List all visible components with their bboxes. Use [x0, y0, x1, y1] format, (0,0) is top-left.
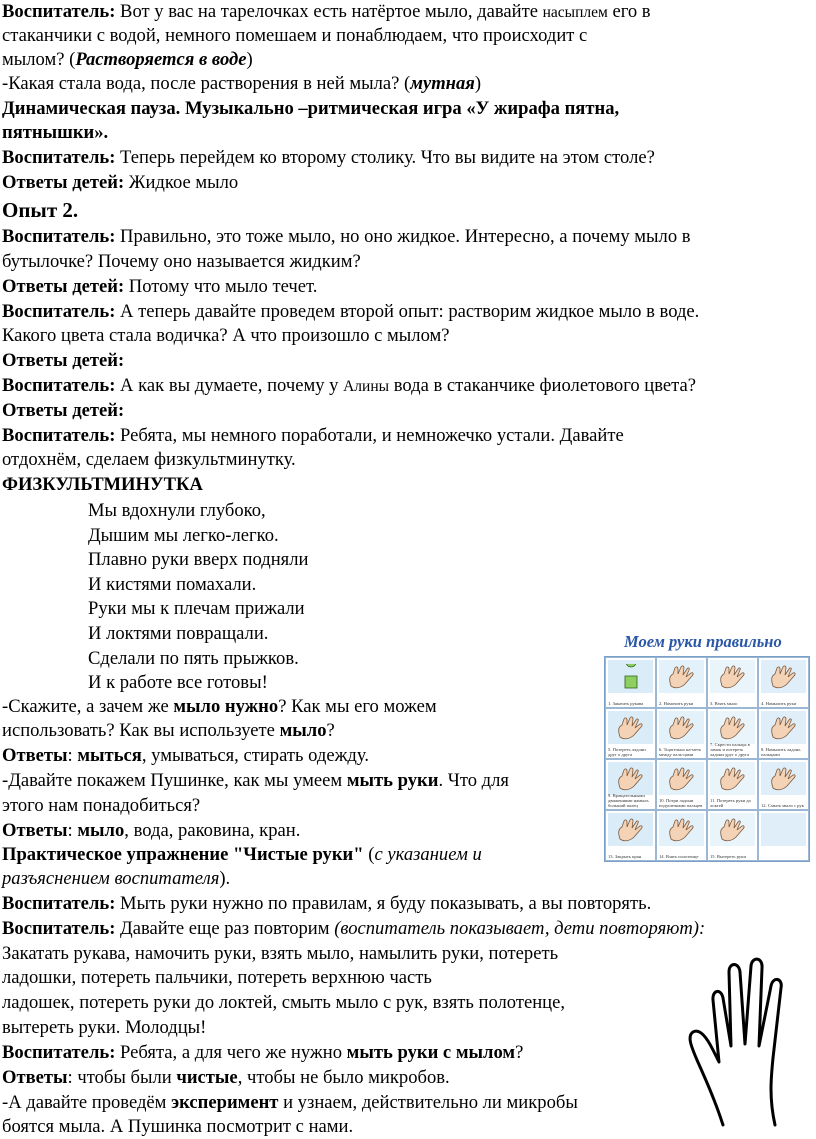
text-run: ладошек, потереть руки до локтей, смыть мыло с рук, взять полотенце, — [2, 992, 566, 1013]
text-line — [2, 448, 296, 472]
text-line — [2, 1115, 353, 1139]
text-run: чистые — [176, 1067, 238, 1088]
poster-step-caption: 4. Намылить руки — [761, 701, 797, 706]
poster-step — [656, 759, 707, 810]
text-run: , вода, раковина, кран. — [124, 820, 301, 841]
hand-icon — [614, 817, 648, 843]
hand-step-illustration — [710, 813, 755, 846]
text-run: Правильно, это тоже мыло, но оно жидкое. Интересно, а почему мыло в — [115, 226, 691, 247]
text-line — [2, 991, 565, 1015]
text-run: Вот у вас на тарелочках есть натёртое мыло, давайте — [115, 1, 543, 22]
text-line — [2, 769, 509, 793]
text-run: и узнаем, действительно ли микробы — [278, 1092, 578, 1113]
text-line — [2, 250, 361, 274]
poster-step — [656, 657, 707, 708]
hand-icon — [665, 817, 699, 843]
poster-step — [605, 657, 656, 708]
text-run: бутылочке? Почему оно называется жидким? — [2, 251, 361, 272]
poster-step — [707, 708, 758, 759]
text-run: , чтобы не было микробов. — [237, 1067, 450, 1088]
poem-line: Сделали по пять прыжков. — [88, 647, 299, 669]
text-line — [2, 399, 124, 423]
hand-step-illustration — [761, 762, 806, 795]
text-run: мыть руки — [346, 770, 439, 791]
text-line — [2, 695, 437, 719]
text-line — [2, 843, 482, 867]
hand-step-illustration — [608, 762, 653, 795]
text-run: отдохнём, сделаем физкультминутку. — [2, 449, 296, 470]
hand-step-illustration — [710, 660, 755, 693]
text-run: Алины — [343, 378, 390, 395]
text-line — [2, 324, 450, 348]
text-run: Воспитатель: — [2, 301, 116, 322]
text-line — [2, 300, 699, 324]
text-run: А теперь давайте проведем второй опыт: растворим жидкое мыло в воде. — [115, 301, 700, 322]
text-run: использовать? Как вы используете — [2, 720, 280, 741]
text-run: Ответы детей: — [2, 350, 125, 371]
text-run: разъяснением воспитателя — [2, 868, 220, 889]
text-run: ладошки, потереть пальчики, потереть верхнюю часть — [2, 967, 432, 988]
text-run: вода в стаканчике фиолетового цвета? — [389, 375, 697, 396]
text-run: Потому что мыло течет. — [124, 276, 318, 297]
text-run: ? — [515, 1042, 524, 1063]
poster-step — [758, 657, 809, 708]
text-run: вытереть руки. Молодцы! — [2, 1017, 207, 1038]
text-run: эксперимент — [171, 1092, 279, 1113]
handwashing-poster — [604, 632, 814, 860]
poster-step — [707, 810, 758, 861]
text-line — [2, 424, 624, 448]
text-line — [2, 966, 432, 990]
text-run: боятся мыла. А Пушинка посмотрит с нами. — [2, 1116, 354, 1137]
hand-step-illustration — [710, 711, 755, 744]
text-run: Теперь перейдем ко второму столику. Что вы видите на этом столе? — [115, 147, 655, 168]
text-run: с указанием и — [374, 844, 482, 865]
poem-line: Руки мы к плечам прижали — [88, 598, 305, 620]
poster-step-caption: 5. Потереть ладони друг о друга — [608, 747, 646, 757]
poster-step — [605, 810, 656, 861]
text-run: Воспитатель: — [2, 375, 116, 396]
text-run: Ответы детей: — [2, 400, 125, 421]
child-icon — [614, 664, 648, 690]
hand-step-illustration — [761, 813, 806, 846]
hand-step-illustration — [659, 762, 704, 795]
poster-step-caption: 6. Тщательно на-меть между паль-цами — [659, 747, 702, 757]
text-run: Мыть руки нужно по правилам, я буду показывать, а вы повторять. — [115, 893, 652, 914]
text-run: Ребята, а для чего же нужно — [115, 1042, 347, 1063]
text-line — [2, 1091, 578, 1115]
text-run: Практическое упражнение "Чистые руки" — [2, 844, 364, 865]
text-run: ФИЗКУЛЬТМИНУТКА — [2, 474, 203, 495]
text-run: мыло нужно — [173, 696, 279, 717]
text-run: Растворяется в воде — [75, 49, 247, 70]
text-run: ? Как мы его можем — [278, 696, 437, 717]
text-run: мыться — [77, 745, 142, 766]
text-line — [2, 473, 203, 497]
hand-icon — [716, 715, 750, 741]
text-line — [2, 198, 78, 224]
text-run: ). — [219, 868, 231, 889]
hand-icon — [767, 766, 801, 792]
text-run: . Что для — [438, 770, 509, 791]
hand-step-illustration — [659, 813, 704, 846]
text-run: (воспитатель показывает, дети повторяют): — [334, 918, 706, 939]
text-run: ( — [363, 844, 375, 865]
text-run: мыть руки с мылом — [346, 1042, 516, 1063]
text-run: Закатать рукава, намочить руки, взять мыло, намылить руки, потереть — [2, 943, 559, 964]
poster-step — [707, 759, 758, 810]
poster-step-caption: 3. Взять мыло — [710, 701, 738, 706]
text-line — [2, 942, 558, 966]
poster-title: Моем руки правильно — [624, 632, 782, 651]
hand-step-illustration — [608, 813, 653, 846]
text-run: ? — [326, 720, 335, 741]
poster-step-caption: 10. Потри ладони подушечками пальцев — [659, 798, 703, 808]
hand-icon — [614, 766, 648, 792]
poster-step — [605, 759, 656, 810]
hand-step-illustration — [710, 762, 755, 795]
text-run: Какого цвета стала водичка? А что произошло с мылом? — [2, 325, 450, 346]
text-run: : — [67, 820, 78, 841]
text-run: Ответы — [2, 745, 68, 766]
text-line — [2, 146, 655, 170]
text-line — [2, 892, 651, 916]
poster-step — [656, 708, 707, 759]
poem-line: И к работе все готовы! — [88, 672, 268, 694]
text-run: пятнышки». — [2, 122, 109, 143]
text-run: Ответы — [2, 820, 68, 841]
text-line — [2, 225, 691, 249]
text-run: стаканчики с водой, немного помешаем и понаблюдаем, что происходит с — [2, 25, 588, 46]
poem-line: И кистями помахали. — [88, 573, 257, 595]
text-line — [2, 719, 335, 743]
hand-step-illustration — [659, 711, 704, 744]
poster-step-caption: 9. Вращательными движениями намыль больший палец — [608, 793, 649, 808]
poem-line: Плавно руки вверх подняли — [88, 549, 309, 571]
text-run: -Какая стала вода, после растворения в ней мыла? ( — [2, 73, 411, 94]
child-illustration — [608, 660, 653, 693]
text-line — [2, 1066, 450, 1090]
text-line — [2, 374, 696, 399]
poster-step-caption: 11. Потереть руки до локтей — [710, 798, 751, 808]
hand-outline-icon — [683, 950, 813, 1130]
text-run: Ответы детей: — [2, 172, 125, 193]
text-run: Воспитатель: — [2, 147, 116, 168]
poem-line: Дышим мы легко-легко. — [88, 524, 279, 546]
hand-icon — [665, 766, 699, 792]
text-run: Жидкое мыло — [124, 172, 239, 193]
poster-step — [707, 657, 758, 708]
poster-step-caption: 8. Намылить ладонь пальцами — [761, 747, 801, 757]
hand-icon — [767, 664, 801, 690]
text-run: , умываться, стирать одежду. — [141, 745, 369, 766]
text-run: мыло — [77, 820, 125, 841]
poster-grid — [604, 656, 810, 862]
text-run: Ответы — [2, 1067, 68, 1088]
text-line — [2, 867, 230, 891]
text-run: Давайте еще раз повторим — [115, 918, 335, 939]
poem-line: Мы вдохнули глубоко, — [88, 500, 266, 521]
text-run: : чтобы были — [67, 1067, 177, 1088]
text-run: Воспитатель: — [2, 226, 116, 247]
text-line — [2, 1041, 523, 1065]
hand-step-illustration — [761, 660, 806, 693]
hand-step-illustration — [659, 660, 704, 693]
text-line — [2, 72, 481, 96]
text-line — [2, 171, 238, 195]
text-run: -Давайте покажем Пушинке, как мы умеем — [2, 770, 347, 791]
poster-step — [758, 708, 809, 759]
hand-step-illustration — [761, 711, 806, 744]
text-run: Ответы детей: — [2, 276, 125, 297]
text-line — [2, 97, 619, 121]
text-run: этого нам понадобиться? — [2, 795, 201, 816]
poster-step — [758, 759, 809, 810]
text-run: насыплем — [542, 4, 608, 21]
text-run: мылом? ( — [2, 49, 76, 70]
text-run: его в — [607, 1, 651, 22]
text-run: Воспитатель: — [2, 425, 116, 446]
text-run: Динамическая пауза. Музыкально –ритмическая игра «У жирафа пятна, — [2, 98, 620, 119]
text-run: Воспитатель: — [2, 893, 116, 914]
text-run: -А давайте проведём — [2, 1092, 172, 1113]
text-run: мутная — [410, 73, 475, 94]
poster-step — [605, 708, 656, 759]
hand-icon — [665, 715, 699, 741]
hand-icon — [665, 664, 699, 690]
text-run: -Скажите, а зачем же — [2, 696, 174, 717]
hand-icon — [716, 664, 750, 690]
text-run: А как вы думаете, почему у — [115, 375, 344, 396]
poster-step-caption: 1. Закатать рукава — [608, 701, 644, 706]
text-line — [2, 275, 317, 299]
text-line — [2, 744, 369, 768]
text-run: Воспитатель: — [2, 1042, 116, 1063]
hand-icon — [716, 766, 750, 792]
text-line — [2, 794, 200, 818]
poster-step — [656, 810, 707, 861]
text-run: ) — [474, 73, 482, 94]
hand-icon — [716, 817, 750, 843]
text-line — [2, 121, 108, 145]
text-line — [2, 1016, 206, 1040]
poster-step-caption: 12. Смыть мыло с рук — [761, 803, 804, 808]
poem-line: И локтями повращали. — [88, 623, 269, 644]
text-run: мыло — [279, 720, 327, 741]
text-run: Воспитатель: — [2, 918, 116, 939]
text-line — [2, 819, 300, 843]
hand-icon — [767, 715, 801, 741]
poster-step — [758, 810, 809, 861]
text-run: Воспитатель: — [2, 1, 116, 22]
text-run: ) — [246, 49, 253, 70]
text-run: Опыт 2. — [2, 198, 79, 222]
poster-step-caption: 7. Скрести пальцы в замок и потереть ладони друг о друга — [710, 742, 750, 757]
text-line — [2, 917, 705, 941]
text-line — [2, 349, 124, 373]
poster-step-caption: 2. Намочить руки — [659, 701, 694, 706]
poster-step-caption: 13. Закрыть кран — [608, 854, 642, 859]
text-run: Ребята, мы немного поработали, и немножечко устали. Давайте — [115, 425, 624, 446]
poster-step-caption: 14. Взять полотенце — [659, 854, 699, 859]
text-line — [2, 48, 253, 72]
hand-icon — [614, 715, 648, 741]
hand-step-illustration — [608, 711, 653, 744]
text-line — [2, 24, 587, 48]
poster-step-caption: 15. Вытереть руки — [710, 854, 746, 859]
text-run: : — [67, 745, 78, 766]
text-line — [2, 0, 651, 25]
